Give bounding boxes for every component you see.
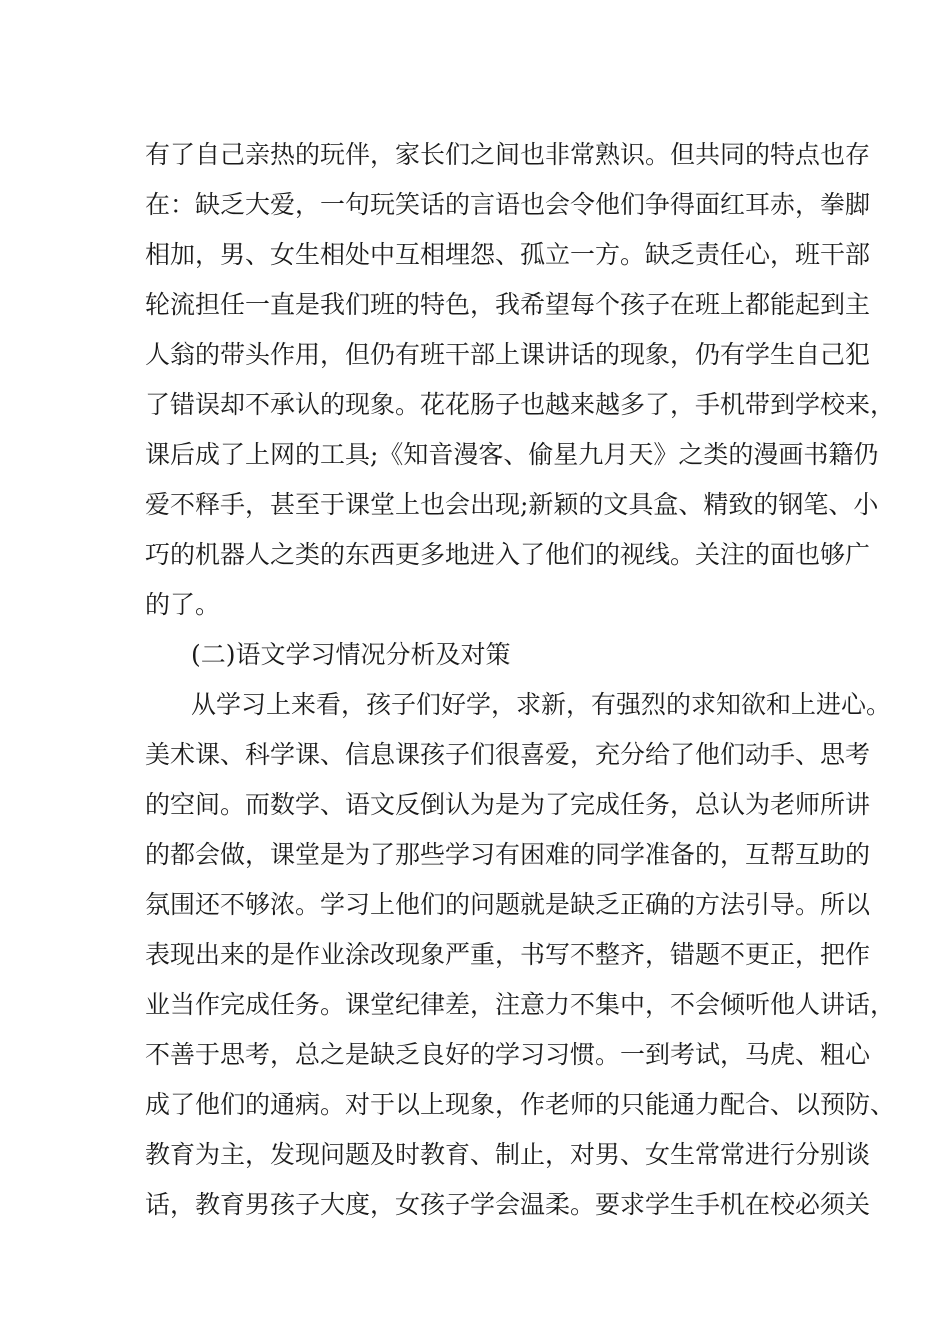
text-line: 教育为主，发现问题及时教育、制止，对男、女生常常进行分别谈 [145, 1140, 871, 1169]
text-line: 轮流担任一直是我们班的特色，我希望每个孩子在班上都能起到主 [145, 290, 871, 319]
text-line: 巧的机器人之类的东西更多地进入了他们的视线。关注的面也够广 [145, 540, 871, 569]
text-line: 有了自己亲热的玩伴，家长们之间也非常熟识。但共同的特点也存 [145, 140, 871, 169]
text-line: 美术课、科学课、信息课孩子们很喜爱，充分给了他们动手、思考 [145, 740, 871, 769]
text-line: 氛围还不够浓。学习上他们的问题就是缺乏正确的方法引导。所以 [145, 890, 871, 919]
text-line: 了错误却不承认的现象。花花肠子也越来越多了，手机带到学校来， [145, 390, 896, 419]
text-line: 课后成了上网的工具;《知音漫客、偷星九月天》之类的漫画书籍仍 [145, 440, 879, 469]
text-line: 人翁的带头作用，但仍有班干部上课讲话的现象，仍有学生自己犯 [145, 340, 871, 369]
text-line: 爱不释手，甚至于课堂上也会出现;新颖的文具盒、精致的钢笔、小 [145, 490, 879, 519]
text-line: 的都会做，课堂是为了那些学习有困难的同学准备的，互帮互助的 [145, 840, 871, 869]
text-line: 相加，男、女生相处中互相埋怨、孤立一方。缺乏责任心，班干部 [145, 240, 871, 269]
text-line: 的了。 [145, 590, 221, 619]
paragraph-first-line: 从学习上来看，孩子们好学，求新，有强烈的求知欲和上进心。 [191, 690, 892, 719]
section-heading: (二)语文学习情况分析及对策 [191, 640, 511, 669]
text-line: 话，教育男孩子大度，女孩子学会温柔。要求学生手机在校必须关 [145, 1190, 871, 1219]
text-line: 不善于思考，总之是缺乏良好的学习习惯。一到考试，马虎、粗心 [145, 1040, 871, 1069]
text-line: 业当作完成任务。课堂纪律差，注意力不集中，不会倾听他人讲话， [145, 990, 896, 1019]
text-line: 的空间。而数学、语文反倒认为是为了完成任务，总认为老师所讲 [145, 790, 871, 819]
body-text [145, 130, 896, 1230]
text-line: 成了他们的通病。对于以上现象，作老师的只能通力配合、以预防、 [145, 1090, 896, 1119]
text-line: 在：缺乏大爱，一句玩笑话的言语也会令他们争得面红耳赤，拳脚 [145, 190, 871, 219]
text-line: 表现出来的是作业涂改现象严重，书写不整齐，错题不更正，把作 [145, 940, 871, 969]
